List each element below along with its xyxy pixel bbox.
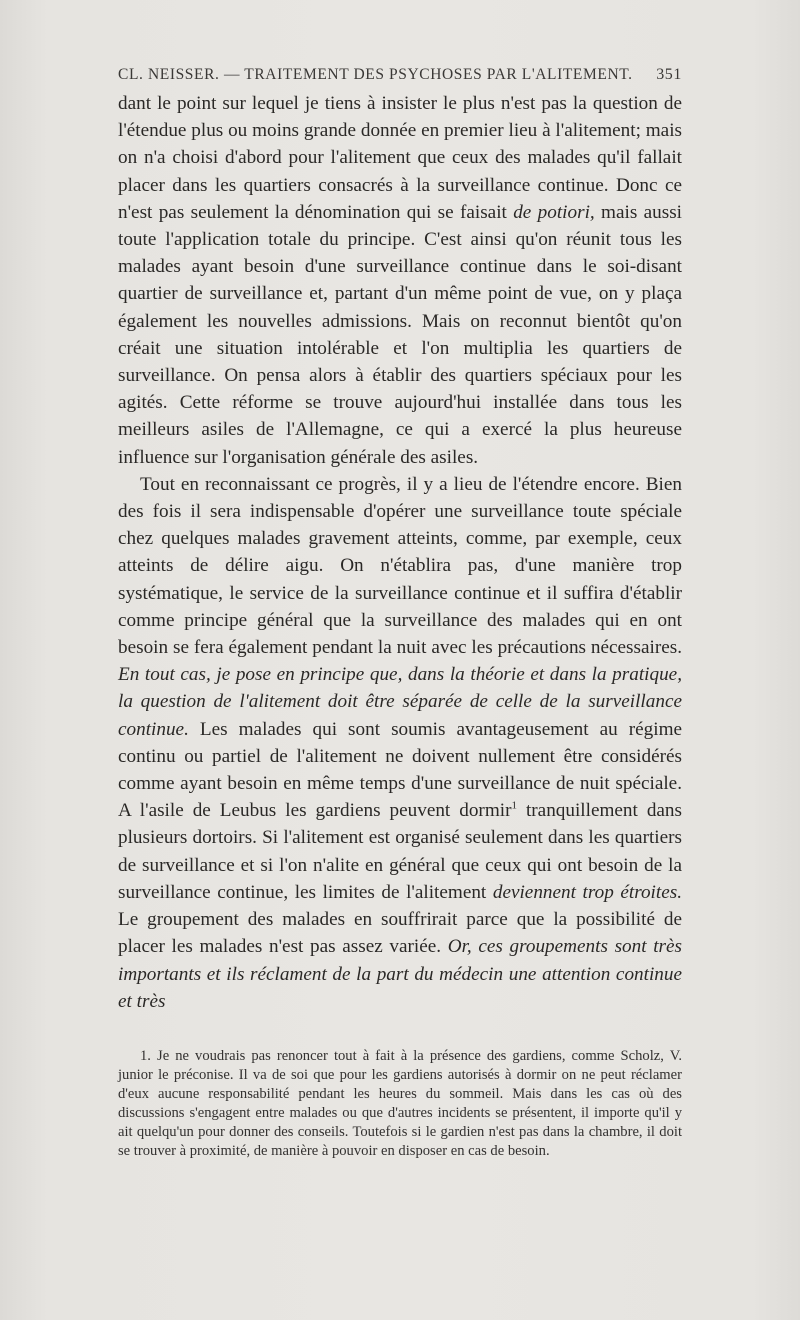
paragraph-1-italic: de potiori, [513,201,595,223]
running-header [118,66,682,88]
page-number: 351 [656,66,682,83]
footnote-number: 1. [140,1048,151,1064]
paragraph-1-text: dant le point sur lequel je tiens à insister le plus n'est pas la question de l'étendue plus ou moins grande donnée en premier lieu à l'alitement; mais on n'a choisi d'abord pour l'alitement que ceux des malades qu'il fallait placer dans les quartiers consacrés à la surveillance continue. Donc ce n'est pas seulement la dénomination qui se faisait [118,93,682,223]
paragraph-2-text-d: Le groupement des malades en souffrirait parce que la possibilité de placer les malades n'est pas assez variée. [118,909,682,958]
paragraph-2-text-a: Tout en reconnaissant ce progrès, il y a lieu de l'étendre encore. Bien des fois il sera indispensable d'opérer une surveillance toute spéciale chez quelques malades gravement atteints, comme, par exemple, ceux atteints de délire aigu. On n'établira pas, d'une manière trop systématique, le service de la surveillance continue et il suffira d'établir comme principe général que la surveillance des malades qui en ont besoin se fera également pendant la nuit avec les précautions nécessaires. [118,473,682,659]
footnote-reference[interactable]: 1 [511,799,517,812]
paragraph-2-italic-2: deviennent trop étroites. [492,881,683,903]
footnote-text: Je ne voudrais pas renoncer tout à fait à la présence des gardiens, comme Scholz, V. junior le préconise. Il va de soi que pour les gardiens autorisés à dormir on ne peut réclamer d'eux aucune responsabilité pendant les heures du sommeil. Mais dans les cas où des discussions s'engagent entre malades ou que d'autres incidents se présentent, il importe qu'il y ait quelqu'un pour donner des conseils. Toutefois si le gardien n'est pas dans la chambre, il doit se trouver à proximité, de manière à pouvoir en disposer en cas de besoin. [118,1048,683,1159]
paragraph-2-text-c: tranquillement dans plusieurs dortoirs. Si l'alitement est organisé seulement dans les quartiers de surveillance et si l'on n'alite en général que ceux qui ont besoin de la surveillance continue, les limites de l'alitement [118,800,682,903]
paragraph-2-italic-3: Or, ces groupements sont très importants et ils réclament de la part du médecin une attention continue et très [118,936,683,1012]
main-text [118,90,682,1015]
paragraph-1-rest: mais aussi toute l'application totale du principe. C'est ainsi qu'on réunit tous les malades ayant besoin d'une surveillance continue dans le soi-disant quartier de surveillance et, partant d'un même point de vue, on y plaça également les nouvelles admissions. Mais on reconnut bientôt qu'on créait une situation intolérable et l'on multiplia les quartiers de surveillance. On pensa alors à établir des quartiers spéciaux pour les agités. Cette réforme se trouve aujourd'hui installée dans tous les meilleurs asiles de l'Allemagne, ce qui a exercé la plus heureuse influence sur l'organisation générale des asiles. [118,201,683,468]
footnote [118,1047,682,1161]
paragraph-1 [118,90,682,471]
paragraph-2 [118,471,682,1015]
paragraph-2-italic-1: En tout cas, je pose en principe que, dans la théorie et dans la pratique, la question de l'alitement doit être séparée de celle de la surveillance continue. [118,664,682,740]
paragraph-2-text-b: Les malades qui sont soumis avantageusement au régime continu ou partiel de l'alitement ne doivent nullement être considérés comme ayant besoin en même temps d'une surveillance de nuit spéciale. A l'asile de Leubus les gardiens peuvent dormir [118,718,683,822]
running-title: CL. NEISSER. — TRAITEMENT DES PSYCHOSES PAR L'ALITEMENT. [118,66,633,83]
